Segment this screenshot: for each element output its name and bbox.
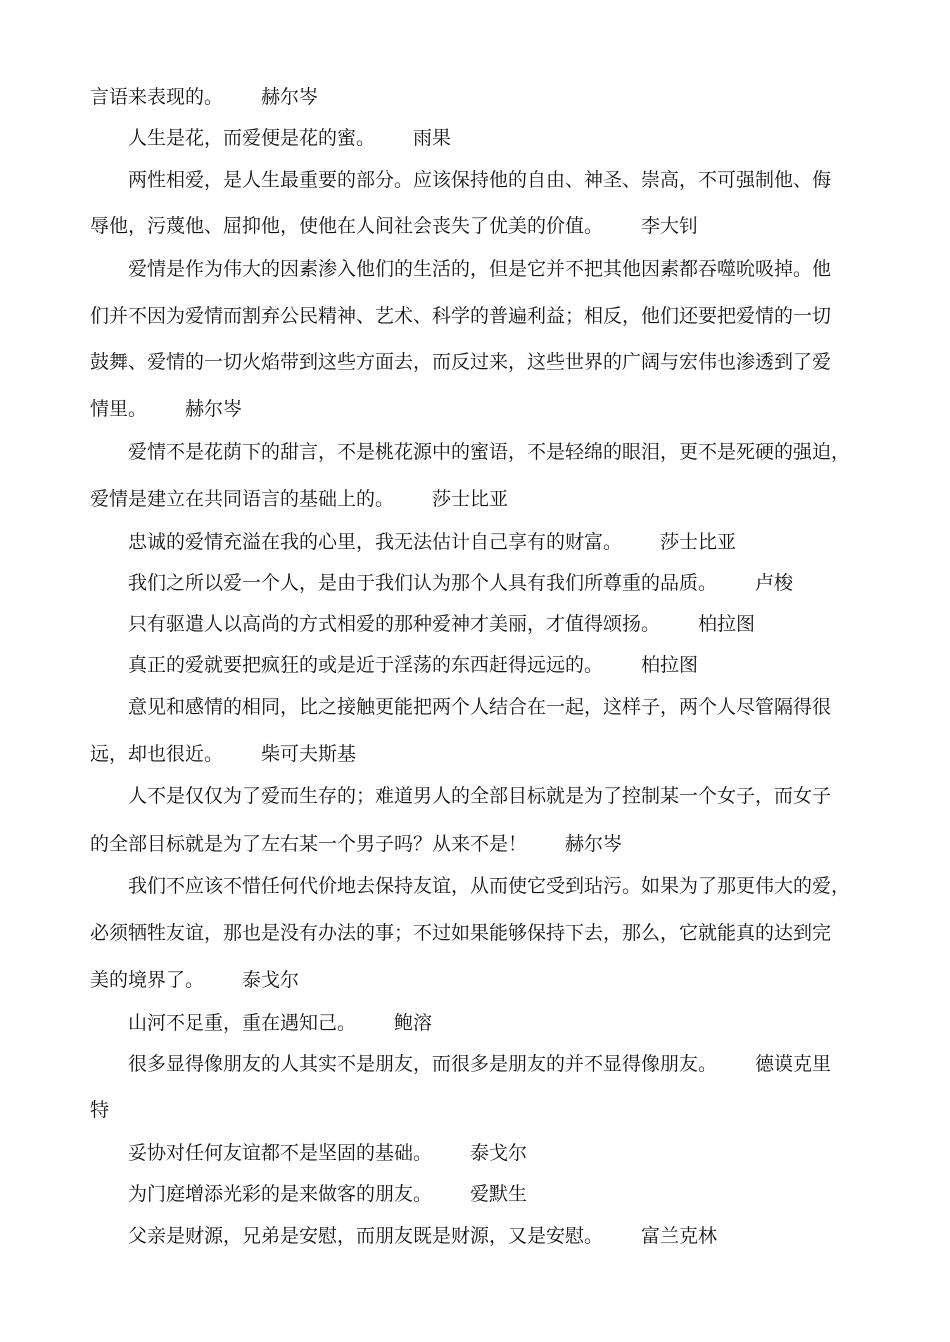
author-name: 爱默生 <box>470 1183 528 1205</box>
author-name: 柴可夫斯基 <box>261 743 357 765</box>
line-text: 辱他，污蔑他、屈抑他，使他在人间社会丧失了优美的价值。 <box>90 215 604 237</box>
author-name: 泰戈尔 <box>470 1142 528 1164</box>
author-name: 赫尔岑 <box>261 86 319 108</box>
line-text: 远，却也很近。 <box>90 743 224 765</box>
text-line <box>128 530 736 554</box>
text-line <box>90 304 831 328</box>
text-line <box>90 85 318 109</box>
text-line <box>90 214 698 238</box>
line-text: 鼓舞、爱情的一切火焰带到这些方面去，而反过来，这些世界的广阔与宏伟也渗透到了爱 <box>90 351 832 373</box>
author-name: 富兰克林 <box>641 1225 718 1247</box>
text-line <box>128 874 850 898</box>
line-text: 真正的爱就要把疯狂的或是近于淫荡的东西赶得远远的。 <box>128 654 604 676</box>
author-name: 德谟克里 <box>755 1053 832 1075</box>
text-line <box>90 487 508 511</box>
line-text: 意见和感情的相同，比之接触更能把两个人结合在一起，这样子，两个人尽管隔得很 <box>128 696 832 718</box>
line-text: 我们不应该不惜任何代价地去保持友谊，从而使它受到玷污。如果为了那更伟大的爱， <box>128 875 851 897</box>
text-line <box>90 968 299 992</box>
text-line <box>128 695 831 719</box>
line-text: 为门庭增添光彩的是来做客的朋友。 <box>128 1183 433 1205</box>
author-name: 莎士比亚 <box>660 531 737 553</box>
author-name: 赫尔岑 <box>185 398 243 420</box>
text-line <box>128 653 698 677</box>
line-text: 的全部目标就是为了左右某一个男子吗？从来不是！ <box>90 833 528 855</box>
text-line <box>128 257 831 281</box>
author-name: 莎士比亚 <box>432 488 509 510</box>
text-line <box>90 397 242 421</box>
line-text: 很多显得像朋友的人其实不是朋友，而很多是朋友的并不显得像朋友。 <box>128 1053 718 1075</box>
text-line <box>90 921 831 945</box>
text-line <box>128 612 755 636</box>
line-text: 两性相爱，是人生最重要的部分。应该保持他的自由、神圣、崇高，不可强制他、侮 <box>128 169 832 191</box>
line-text: 只有驱遣人以高尚的方式相爱的那种爱神才美丽，才值得颂扬。 <box>128 613 661 635</box>
line-text: 美的境界了。 <box>90 969 205 991</box>
line-text: 爱情是建立在共同语言的基础上的。 <box>90 488 395 510</box>
text-line <box>128 1011 432 1035</box>
line-text: 父亲是财源，兄弟是安慰，而朋友既是财源，又是安慰。 <box>128 1225 604 1247</box>
line-text: 我们之所以爱一个人，是由于我们认为那个人具有我们所尊重的品质。 <box>128 572 718 594</box>
author-name: 泰戈尔 <box>242 969 300 991</box>
text-line <box>128 1182 527 1206</box>
text-line <box>128 1052 831 1076</box>
author-name: 李大钊 <box>641 215 699 237</box>
text-line <box>90 350 831 374</box>
line-text: 言语来表现的。 <box>90 86 224 108</box>
author-name: 雨果 <box>413 127 452 149</box>
author-name: 柏拉图 <box>698 613 756 635</box>
line-text: 忠诚的爱情充溢在我的心里，我无法估计自己享有的财富。 <box>128 531 623 553</box>
line-text: 妥协对任何友谊都不是坚固的基础。 <box>128 1142 433 1164</box>
author-name: 柏拉图 <box>641 654 699 676</box>
author-name: 赫尔岑 <box>565 833 623 855</box>
text-line <box>128 126 451 150</box>
text-line <box>128 168 831 192</box>
text-line <box>128 571 793 595</box>
line-text: 爱情是作为伟大的因素渗入他们的生活的，但是它并不把其他因素都吞噬吮吸掉。他 <box>128 258 832 280</box>
author-name: 鲍溶 <box>394 1012 433 1034</box>
line-text: 爱情不是花荫下的甜言，不是桃花源中的蜜语，不是轻绵的眼泪，更不是死硬的强迫， <box>128 441 851 463</box>
text-line <box>128 1224 717 1248</box>
line-text: 人不是仅仅为了爱而生存的；难道男人的全部目标就是为了控制某一个女子，而女子 <box>128 785 832 807</box>
text-line <box>128 440 850 464</box>
text-line <box>90 832 622 856</box>
line-text: 特 <box>90 1099 110 1121</box>
line-text: 人生是花，而爱便是花的蜜。 <box>128 127 376 149</box>
line-text: 情里。 <box>90 398 148 420</box>
line-text: 必须牺牲友谊，那也是没有办法的事；不过如果能够保持下去，那么，它就能真的达到完 <box>90 922 832 944</box>
text-line <box>128 1141 527 1165</box>
text-line <box>90 742 356 766</box>
line-text: 们并不因为爱情而割弃公民精神、艺术、科学的普遍利益；相反，他们还要把爱情的一切 <box>90 305 832 327</box>
line-text: 山河不足重，重在遇知己。 <box>128 1012 357 1034</box>
text-line <box>90 1098 109 1122</box>
text-line <box>128 784 831 808</box>
author-name: 卢梭 <box>755 572 794 594</box>
